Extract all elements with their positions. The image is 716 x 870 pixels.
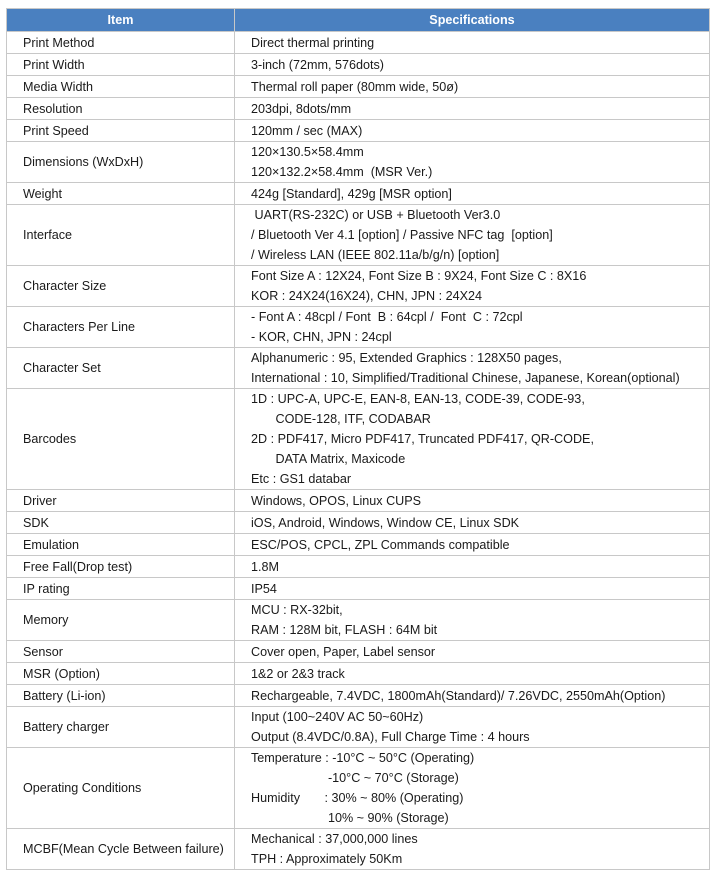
row-item-label: Media Width [7, 76, 235, 98]
table-row [7, 76, 710, 98]
specification-line: MCU : RX-32bit, [251, 603, 343, 617]
row-specification [235, 490, 710, 512]
specification-line: 120×130.5×58.4mm [251, 145, 364, 159]
row-specification [235, 641, 710, 663]
table-row [7, 600, 710, 641]
row-item-label: Barcodes [7, 389, 235, 490]
specification-line: 3-inch (72mm, 576dots) [251, 57, 384, 72]
specification-line: 2D : PDF417, Micro PDF417, Truncated PDF417, QR-CODE, [251, 432, 594, 446]
row-specification [235, 512, 710, 534]
row-specification [235, 348, 710, 389]
table-row [7, 98, 710, 120]
row-item-label: Driver [7, 490, 235, 512]
specification-line: Alphanumeric : 95, Extended Graphics : 128X50 pages, [251, 351, 562, 365]
header-specifications: Specifications [235, 9, 710, 32]
row-item-label: Memory [7, 600, 235, 641]
table-row [7, 490, 710, 512]
row-specification [235, 54, 710, 76]
specification-line: TPH : Approximately 50Km [251, 852, 403, 866]
row-item-label: Resolution [7, 98, 235, 120]
specification-line: IP54 [251, 581, 277, 596]
row-specification [235, 600, 710, 641]
specification-line: / Bluetooth Ver 4.1 [option] / Passive NFC tag [option] [251, 228, 553, 242]
row-specification [235, 829, 710, 870]
table-row [7, 142, 710, 183]
row-item-label: Character Set [7, 348, 235, 389]
row-specification [235, 266, 710, 307]
table-row [7, 829, 710, 870]
table-header-row [7, 9, 710, 32]
table-row [7, 512, 710, 534]
specification-line: Direct thermal printing [251, 35, 375, 50]
row-specification [235, 183, 710, 205]
row-item-label: Emulation [7, 534, 235, 556]
table-body [7, 32, 710, 870]
row-item-label: Weight [7, 183, 235, 205]
row-specification [235, 76, 710, 98]
table-row [7, 707, 710, 748]
row-item-label: Battery (Li-ion) [7, 685, 235, 707]
specification-line: 203dpi, 8dots/mm [251, 101, 352, 116]
specification-line: ESC/POS, CPCL, ZPL Commands compatible [251, 537, 510, 552]
table-row [7, 748, 710, 829]
table-row [7, 348, 710, 389]
specification-line: International : 10, Simplified/Traditional Chinese, Japanese, Korean(optional) [251, 371, 680, 385]
specification-line: - KOR, CHN, JPN : 24cpl [251, 330, 392, 344]
table-row [7, 32, 710, 54]
specification-line: CODE-128, ITF, CODABAR [251, 412, 431, 426]
table-row [7, 205, 710, 266]
table-row [7, 534, 710, 556]
specification-line: 1D : UPC-A, UPC-E, EAN-8, EAN-13, CODE-39, CODE-93, [251, 392, 585, 406]
table-row [7, 641, 710, 663]
row-item-label: Free Fall(Drop test) [7, 556, 235, 578]
row-specification [235, 307, 710, 348]
row-specification [235, 748, 710, 829]
row-item-label: Battery charger [7, 707, 235, 748]
specification-line: Rechargeable, 7.4VDC, 1800mAh(Standard)/ 7.26VDC, 2550mAh(Option) [251, 688, 666, 703]
row-specification [235, 663, 710, 685]
specifications-table [6, 8, 710, 870]
specification-line: Temperature : -10°C ~ 50°C (Operating) [251, 751, 475, 765]
specification-line: Output (8.4VDC/0.8A), Full Charge Time : 4 hours [251, 730, 530, 744]
table-row [7, 663, 710, 685]
row-item-label: Dimensions (WxDxH) [7, 142, 235, 183]
table-row [7, 556, 710, 578]
specification-line: DATA Matrix, Maxicode [251, 452, 406, 466]
row-item-label: Print Speed [7, 120, 235, 142]
row-item-label: SDK [7, 512, 235, 534]
table-row [7, 183, 710, 205]
row-item-label: Interface [7, 205, 235, 266]
row-item-label: Operating Conditions [7, 748, 235, 829]
table-row [7, 266, 710, 307]
specification-line: -10°C ~ 70°C (Storage) [251, 771, 459, 785]
specification-line: iOS, Android, Windows, Window CE, Linux SDK [251, 515, 520, 530]
row-specification [235, 685, 710, 707]
row-item-label: Print Width [7, 54, 235, 76]
specification-line: 1.8M [251, 559, 279, 574]
specification-line: Humidity : 30% ~ 80% (Operating) [251, 791, 464, 805]
row-item-label: IP rating [7, 578, 235, 600]
specification-line: Windows, OPOS, Linux CUPS [251, 493, 422, 508]
row-specification [235, 142, 710, 183]
specification-line: 120×132.2×58.4mm (MSR Ver.) [251, 165, 433, 179]
specification-line: 1&2 or 2&3 track [251, 666, 345, 681]
table-row [7, 120, 710, 142]
specification-line: Thermal roll paper (80mm wide, 50ø) [251, 79, 459, 94]
specification-line: Input (100~240V AC 50~60Hz) [251, 710, 424, 724]
specification-line: RAM : 128M bit, FLASH : 64M bit [251, 623, 438, 637]
table-row [7, 307, 710, 348]
row-specification [235, 534, 710, 556]
specification-line: Font Size A : 12X24, Font Size B : 9X24, Font Size C : 8X16 [251, 269, 587, 283]
specification-line: 10% ~ 90% (Storage) [251, 811, 449, 825]
table-row [7, 578, 710, 600]
specification-line: 120mm / sec (MAX) [251, 123, 363, 138]
row-item-label: MCBF(Mean Cycle Between failure) [7, 829, 235, 870]
row-specification [235, 98, 710, 120]
header-item: Item [7, 9, 235, 32]
specification-line: Etc : GS1 databar [251, 472, 352, 486]
row-item-label: MSR (Option) [7, 663, 235, 685]
row-specification [235, 205, 710, 266]
row-specification [235, 707, 710, 748]
row-specification [235, 32, 710, 54]
table-row [7, 685, 710, 707]
row-specification [235, 556, 710, 578]
row-specification [235, 120, 710, 142]
table-row [7, 54, 710, 76]
row-specification [235, 389, 710, 490]
specification-line: Mechanical : 37,000,000 lines [251, 832, 418, 846]
row-item-label: Sensor [7, 641, 235, 663]
specification-line: KOR : 24X24(16X24), CHN, JPN : 24X24 [251, 289, 482, 303]
specification-line: / Wireless LAN (IEEE 802.11a/b/g/n) [option] [251, 248, 500, 262]
specification-line: UART(RS-232C) or USB + Bluetooth Ver3.0 [251, 208, 501, 222]
table-row [7, 389, 710, 490]
row-specification [235, 578, 710, 600]
specification-line: 424g [Standard], 429g [MSR option] [251, 186, 452, 201]
row-item-label: Print Method [7, 32, 235, 54]
row-item-label: Character Size [7, 266, 235, 307]
specification-line: Cover open, Paper, Label sensor [251, 644, 436, 659]
specification-line: - Font A : 48cpl / Font B : 64cpl / Font C : 72cpl [251, 310, 523, 324]
row-item-label: Characters Per Line [7, 307, 235, 348]
